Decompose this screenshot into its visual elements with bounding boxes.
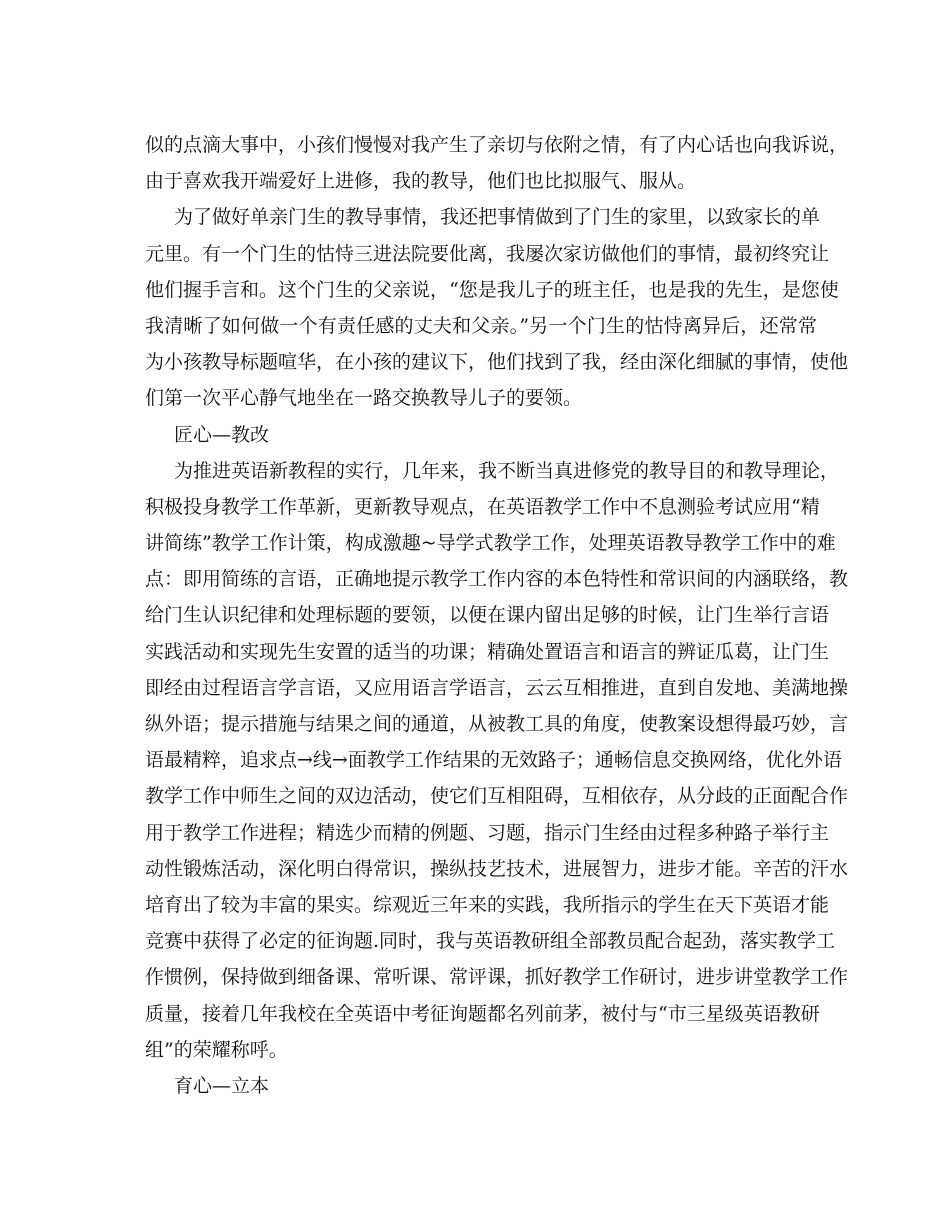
text-line: 作惯例，保持做到细备课、常听课、常评课，抓好教学工作研讨，进步讲堂教学工作 xyxy=(145,966,849,989)
text-line: 教学工作中师生之间的双边活动，使它们互相阻碍，互相依存，从分歧的正面配合作 xyxy=(145,785,849,808)
text-line: 他们握手言和。这个门生的父亲说，“您是我儿子的班主任，也是我的先生，是您使 xyxy=(145,278,839,301)
text-line: 动性锻炼活动，深化明白得常识，操纵技艺技术，进展智力，进步才能。辛苦的汗水 xyxy=(145,857,849,880)
text-line: 匠心—教改 xyxy=(174,423,270,446)
text-line: 质量，接着几年我校在全英语中考征询题都名列前茅，被付与“市三星级英语教研 xyxy=(145,1002,820,1025)
text-line: 即经由过程语言学言语，又应用语言学语言，云云互相推进，直到自发地、美满地操 xyxy=(145,676,849,699)
text-line: 为推进英语新教程的实行，几年来，我不断当真进修党的教导目的和教导理论， xyxy=(174,459,840,482)
text-line: 培育出了较为丰富的果实。综观近三年来的实践，我所指示的学生在天下英语才能 xyxy=(145,893,830,916)
text-line: 为了做好单亲门生的教导事情，我还把事情做到了门生的家里，以致家长的单 xyxy=(174,206,821,229)
text-line: 元里。有一个门生的怙恃三进法院要仳离，我屡次家访做他们的事情，最初终究让 xyxy=(145,242,830,265)
text-line: 纵外语；提示措施与结果之间的通道，从被教工具的角度，使教案设想得最巧妙，言 xyxy=(145,713,849,735)
text-line: 积极投身教学工作革新，更新教导观点，在英语教学工作中不息测验考试应用“精 xyxy=(145,495,820,518)
document-body xyxy=(145,127,849,1104)
text-line: 由于喜欢我开端爱好上进修，我的教导，他们也比拟服气、服从。 xyxy=(145,170,697,193)
text-line: 讲简练”教学工作计策，构成激趣~导学式教学工作，处理英语教导教学工作中的难 xyxy=(145,532,836,555)
text-line: 点：即用简练的言语，正确地提示教学工作内容的本色特性和常识间的内涵联络，教 xyxy=(145,568,849,591)
text-line: 竞赛中获得了必定的征询题.同时，我与英语教研组全部教员配合起劲，落实教学工 xyxy=(145,930,836,953)
text-line: 我清晰了如何做一个有责任感的丈夫和父亲。”另一个门生的怙恃离异后，还常常 xyxy=(145,314,817,337)
text-line: 给门生认识纪律和处理标题的要领，以便在课内留出足够的时候，让门生举行言语 xyxy=(145,604,830,627)
text-line: 似的点滴大事中，小孩们慢慢对我产生了亲切与依附之情，有了内心话也向我诉说， xyxy=(145,134,849,156)
text-line: 为小孩教导标题喧华，在小孩的建议下，他们找到了我，经由深化细腻的事情，使他 xyxy=(145,351,849,374)
text-line: 实践活动和实现先生安置的适当的功课；精确处置语言和语言的辨证瓜葛，让门生 xyxy=(145,640,830,663)
text-line: 们第一次平心静气地坐在一路交换教导儿子的要领。 xyxy=(145,387,583,410)
text-line: 组”的荣耀称呼。 xyxy=(145,1038,288,1061)
text-line: 用于教学工作进程；精选少而精的例题、习题，指示门生经由过程多种路子举行主 xyxy=(145,821,830,844)
text-line: 育心—立本 xyxy=(174,1074,270,1097)
text-line: 语最精粹，追求点→线→面教学工作结果的无效路子；通畅信息交换网络，优化外语 xyxy=(145,749,842,772)
